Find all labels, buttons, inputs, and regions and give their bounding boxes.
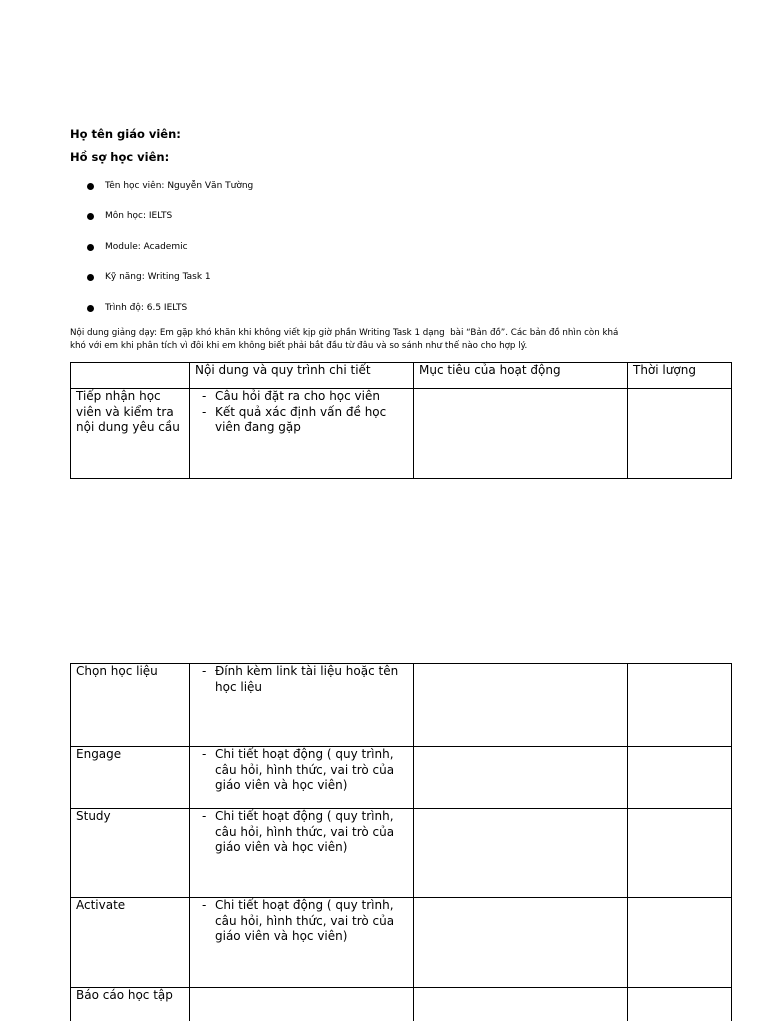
duration-cell <box>628 809 732 898</box>
detail-item <box>195 747 409 794</box>
duration-cell <box>628 747 732 809</box>
dash-marker <box>202 809 206 825</box>
lesson-plan-table-continued <box>70 663 732 1021</box>
details-cell <box>190 898 414 988</box>
table-header-cell-empty <box>71 363 190 389</box>
objective-cell <box>414 988 628 1021</box>
table-row <box>71 988 732 1021</box>
detail-item <box>195 809 409 856</box>
table-header-row <box>71 363 732 389</box>
duration-cell <box>628 988 732 1021</box>
student-profile-heading: Hồ sợ học viên: <box>70 150 170 164</box>
details-cell <box>190 747 414 809</box>
table-header-cell-objective: Mục tiêu của hoạt động <box>414 363 628 389</box>
paragraph-line: Nội dung giảng dạy: Em gặp khó khăn khi không viết kịp giờ phần Writing Task 1 dạng bài “Bản đồ”. Các bản đồ nhìn còn khá <box>70 328 619 338</box>
dash-marker <box>202 664 206 680</box>
table-row <box>71 898 732 988</box>
objective-cell <box>414 664 628 747</box>
stage-cell: Engage <box>71 747 190 809</box>
detail-item <box>195 898 409 945</box>
objective-cell <box>414 747 628 809</box>
detail-item <box>195 389 409 405</box>
details-cell <box>190 988 414 1021</box>
stage-cell: Báo cáo học tập <box>71 988 190 1021</box>
lesson-plan-table <box>70 362 732 479</box>
stage-cell: Chọn học liệu <box>71 664 190 747</box>
table-row <box>71 389 732 479</box>
details-cell <box>190 809 414 898</box>
details-cell <box>190 664 414 747</box>
stage-cell: Study <box>71 809 190 898</box>
objective-cell <box>414 809 628 898</box>
bullet-icon <box>87 183 94 190</box>
bullet-icon <box>87 305 94 312</box>
profile-item-text: Module: Academic <box>105 242 188 252</box>
table-row <box>71 664 732 747</box>
bullet-icon <box>87 274 94 281</box>
profile-item-text: Trình độ: 6.5 IELTS <box>105 303 188 313</box>
profile-item-text: Tên học viên: Nguyễn Văn Tường <box>105 181 254 191</box>
detail-text: Chi tiết hoạt động ( quy trình, câu hỏi, hình thức, vai trò của giáo viên và học viên) <box>215 747 395 792</box>
table-header-cell-duration: Thời lượng <box>628 363 732 389</box>
bullet-icon <box>87 213 94 220</box>
objective-cell <box>414 389 628 479</box>
detail-text: Kết quả xác định vấn đề học viên đang gặp <box>215 404 387 434</box>
stage-cell: Tiếp nhận học viên và kiểm tra nội dung yêu cầu <box>71 389 190 479</box>
detail-text: Đính kèm link tài liệu hoặc tên học liệu <box>215 664 399 694</box>
dash-marker <box>202 389 206 405</box>
detail-item <box>195 405 409 436</box>
table-row <box>71 747 732 809</box>
dash-marker <box>202 405 206 421</box>
stage-cell: Activate <box>71 898 190 988</box>
dash-marker <box>202 747 206 763</box>
detail-text: Câu hỏi đặt ra cho học viên <box>215 389 380 403</box>
details-cell <box>190 389 414 479</box>
detail-item <box>195 664 409 695</box>
teacher-name-label: Họ tên giáo viên: <box>70 127 181 141</box>
detail-text: Chi tiết hoạt động ( quy trình, câu hỏi, hình thức, vai trò của giáo viên và học viên) <box>215 809 395 854</box>
profile-item-text: Môn học: IELTS <box>105 211 173 221</box>
duration-cell <box>628 898 732 988</box>
duration-cell <box>628 664 732 747</box>
table-header-cell-details: Nội dung và quy trình chi tiết <box>190 363 414 389</box>
profile-item-text: Kỹ năng: Writing Task 1 <box>105 272 211 282</box>
detail-text: Chi tiết hoạt động ( quy trình, câu hỏi, hình thức, vai trò của giáo viên và học viên) <box>215 898 395 943</box>
dash-marker <box>202 898 206 914</box>
objective-cell <box>414 898 628 988</box>
bullet-icon <box>87 244 94 251</box>
duration-cell <box>628 389 732 479</box>
table-row <box>71 809 732 898</box>
paragraph-line: khó với em khi phân tích vì đôi khi em không biết phải bắt đầu từ đâu và so sánh như thế nào cho hợp lý. <box>70 341 528 351</box>
teaching-content-paragraph <box>70 327 618 353</box>
